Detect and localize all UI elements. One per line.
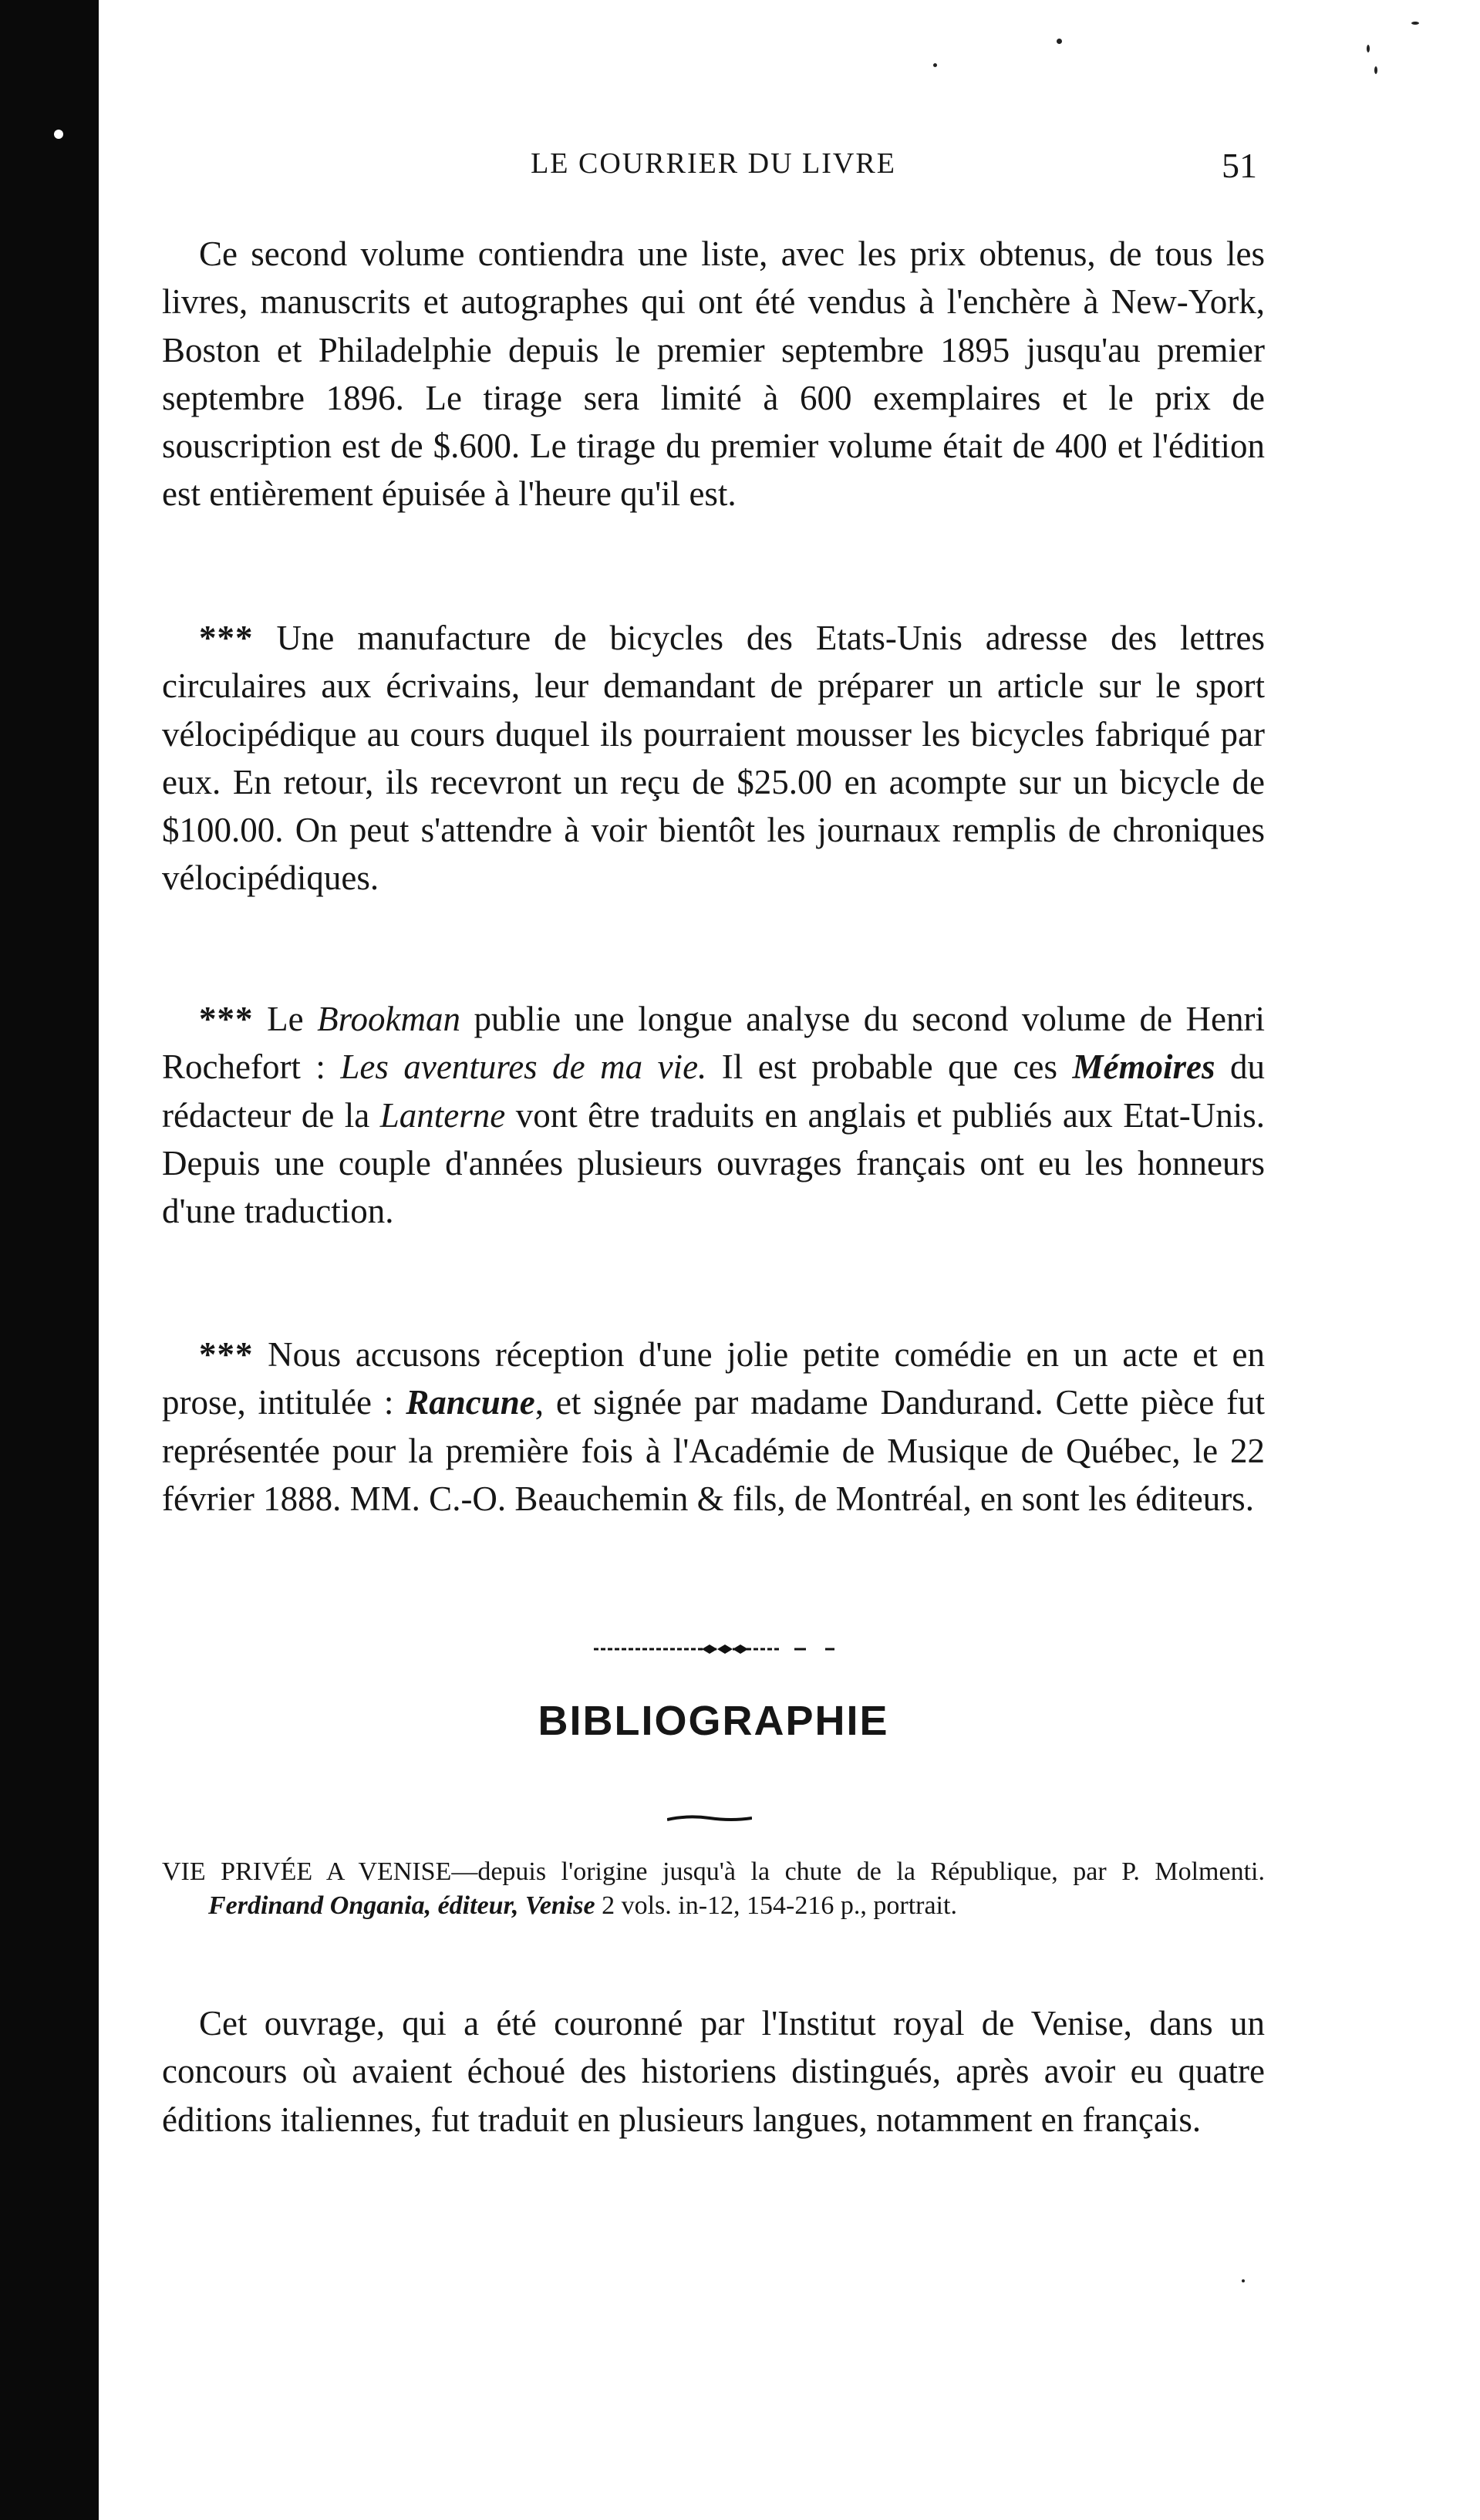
heading-underline-ornament <box>667 1815 752 1823</box>
section-heading: BIBLIOGRAPHIE <box>538 1698 889 1744</box>
title-aventures: Les aventures de ma vie. <box>340 1047 707 1087</box>
citation-text: 2 vols. in-12, 154-216 p., portrait. <box>595 1891 957 1920</box>
bibliography-citation <box>162 1855 1265 1923</box>
section-ornament-rule <box>594 1641 848 1657</box>
asterism-mark: *** <box>199 1335 254 1374</box>
asterism-mark: *** <box>199 1000 254 1038</box>
paragraph-text-segment: Le <box>267 1000 318 1038</box>
paragraph-text-segment: vont être traduits en anglais et publiés aux Etat-Unis. Depuis une couple d'années plusieurs ouvrages français ont eu les honneurs d'une traduction. <box>162 1095 1265 1231</box>
paragraph-text-segment: publie une longue analyse du second volume de Henri Rochefort : <box>162 1000 1266 1087</box>
paragraph-bicycles <box>162 614 1265 902</box>
paragraph-text-segment: Il est probable que ces <box>706 1047 1073 1087</box>
running-head-title: LE COURRIER DU LIVRE <box>531 147 896 180</box>
running-head <box>162 147 1265 193</box>
scan-speck <box>1374 66 1377 74</box>
paragraph-review: Cet ouvrage, qui a été couronné par l'Institut royal de Venise, dans un concours où avaient échoué des historiens distingués, après avoir eu quatre éditions italiennes, fut traduit en plusieurs langues, notamment en français. <box>162 2004 1265 2139</box>
bibliography-entry <box>162 1855 1265 1923</box>
title-rancune: Rancune <box>406 1383 535 1422</box>
title-brookman: Brookman <box>317 1000 460 1038</box>
scan-speck <box>1242 2279 1245 2282</box>
page-number: 51 <box>1222 146 1257 185</box>
paragraph-brookman <box>162 995 1265 1235</box>
paragraph-text-segment: , et signée par madame Dandurand. Cette pièce fut représentée pour la première fois à l'Académie de Musique de Québec, le 22 février 1888. MM. C.-O. Beauchemin & fils, de Montréal, en sont les éditeurs. <box>162 1383 1266 1518</box>
title-lanterne: Lanterne <box>379 1095 506 1135</box>
paragraph-second-volume: Ce second volume contiendra une liste, avec les prix obtenus, de tous les livres, manuscrits et autographes qui ont été vendus à l'enchère à New-York, Boston et Philadelphie depuis le premier septembre 1895 jusqu'au premier septembre 1896. Le tirage sera limité à 600 exemplaires et le prix de souscription est de $.600. Le tirage du premier volume était de 400 et l'édition est entièrement épuisée à l'heure qu'il est. <box>162 234 1265 514</box>
scan-speck <box>54 130 63 139</box>
title-memoires: Mémoires <box>1072 1047 1215 1087</box>
paragraph-text: Une manufacture de bicycles des Etats-Unis adresse des lettres circulaires aux écrivains, leur demandant de préparer un article sur le sport vélocipédique au cours duquel ils pourraient mousser les bicycles fabriqué par eux. En retour, ils recevront un reçu de $25.00 en acompte sur un bicycle de $100.00. On peut s'attendre à voir bientôt les journaux remplis de chroniques vélocipédiques. <box>162 619 1265 898</box>
scan-speck <box>1411 22 1419 25</box>
scan-speck <box>933 63 937 67</box>
scan-binding-edge <box>0 0 99 2520</box>
paragraph-text-segment: Nous accusons réception d'une jolie petite comédie en un acte et en prose, intitulée : <box>162 1335 1265 1422</box>
paragraph-text-segment: du rédacteur de la <box>162 1047 1266 1135</box>
scan-speck <box>1367 45 1370 52</box>
scan-speck <box>1057 39 1062 44</box>
citation-text: VIE PRIVÉE A VENISE—depuis l'origine jusqu'à la chute de la République, par P. Molmenti. <box>162 1857 1265 1886</box>
citation-publisher: Ferdinand Ongania, éditeur, Venise <box>208 1891 595 1920</box>
asterism-mark: *** <box>199 619 254 657</box>
paragraph-rancune <box>162 1331 1265 1523</box>
